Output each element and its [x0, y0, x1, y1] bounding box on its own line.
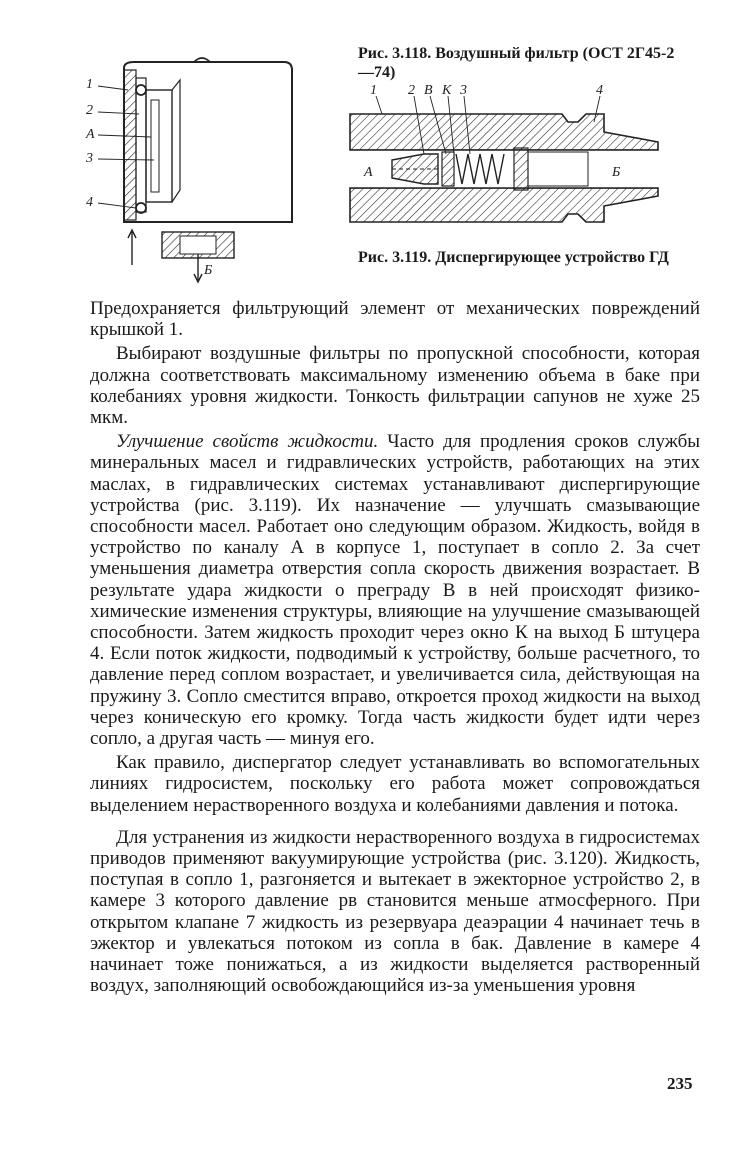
- fig119-label-v: В: [424, 83, 433, 98]
- fig119-label-k: К: [442, 83, 452, 98]
- paragraph: [90, 752, 700, 816]
- paragraph: [90, 343, 700, 428]
- fig118-label-b: Б: [204, 263, 213, 278]
- paragraph-lead: Улучшение свойств жидкости.: [116, 431, 379, 453]
- fig119-label-4: 4: [596, 83, 603, 98]
- air-filter-figure: [84, 50, 300, 288]
- paragraph-text: Выбирают воздушные фильтры по пропускной способности, которая должна соответствовать максимальному изменению объема в баке при колебаниях уровня жидкости. Тонкость фильтрации сапунов не хуже 25 мкм.: [90, 343, 700, 429]
- fig118-label-1: 1: [86, 77, 93, 92]
- fig118-label-2: 2: [86, 103, 93, 118]
- fig118-caption: Рис. 3.118. Воздушный фильтр (ОСТ 2Г45-2—74): [358, 45, 675, 81]
- fig118-label-a: А: [86, 127, 95, 142]
- fig119-label-1: 1: [370, 83, 377, 98]
- page-number: 235: [667, 1074, 693, 1093]
- dispersing-device-figure: [342, 82, 672, 242]
- paragraph-text: Предохраняется фильтрующий элемент от механических повреждений крышкой 1.: [90, 298, 700, 341]
- paragraph-text: Часто для продления сроков службы минеральных масел и гидравлических устройств, работающих на этих маслах, в гидравлических системах устанавливают диспергирующие устройства (рис. 3.119). Их назначение — улучшать смазывающие способности масел. Работает оно следующим образом. Жидкость, войдя в устройство по каналу А в корпусе 1, поступает в сопло 2. За счет уменьшения диаметра отверстия сопла скорость движения возрастает. В результате удара жидкости о преграду В в ней происходят физико-химические изменения структуры, влияющие на улучшение смазывающей способности. Затем жидкость проходит через окно К на выход Б штуцера 4. Если поток жидкости, подводимый к устройству, больше расчетного, то давление перед соплом возрастает, и увеличивается сила, действующая на пружину 3. Сопло сместится вправо, откроется проход жидкости на выход через коническую его кромку. Тогда часть жидкости будет идти через сопло, а другая часть — минуя его.: [90, 431, 700, 750]
- paragraph: [90, 298, 700, 340]
- paragraph-text: Для устранения из жидкости нерастворенного воздуха в гидросистемах приводов применяют вакуумирующие устройства (рис. 3.120). Жидкость, поступая в сопло 1, разгоняется и вытекает в эжекторное устройство 2, в камере 3 которого давление pв становится меньше атмосферного. При открытом клапане 7 жидкость из резервуара деаэрации 4 начинает течь в эжектор и увлекаться потоком из сопла в бак. Давление в камере 4 начинает тоже понижаться, а из жидкости выделяется растворенный воздух, заполняющий освобождающийся из-за уменьшения уровня: [90, 826, 700, 997]
- fig119-label-a: А: [364, 165, 373, 180]
- fig118-label-3: 3: [86, 151, 93, 166]
- fig119-caption: Рис. 3.119. Диспергирующее устройство ГД: [358, 249, 669, 266]
- fig119-label-b: Б: [612, 165, 621, 180]
- fig118-label-4: 4: [86, 195, 93, 210]
- fig119-label-3: 3: [460, 83, 467, 98]
- paragraph: [90, 827, 700, 997]
- paragraph-text: Как правило, диспергатор следует устанавливать во вспомогательных линиях гидросистем, поскольку его работа может сопровождаться выделением нерастворенного воздуха и колебаниями давления и потока.: [90, 752, 700, 816]
- body-text: [90, 298, 700, 997]
- paragraph: [90, 431, 700, 749]
- fig119-label-2: 2: [408, 83, 415, 98]
